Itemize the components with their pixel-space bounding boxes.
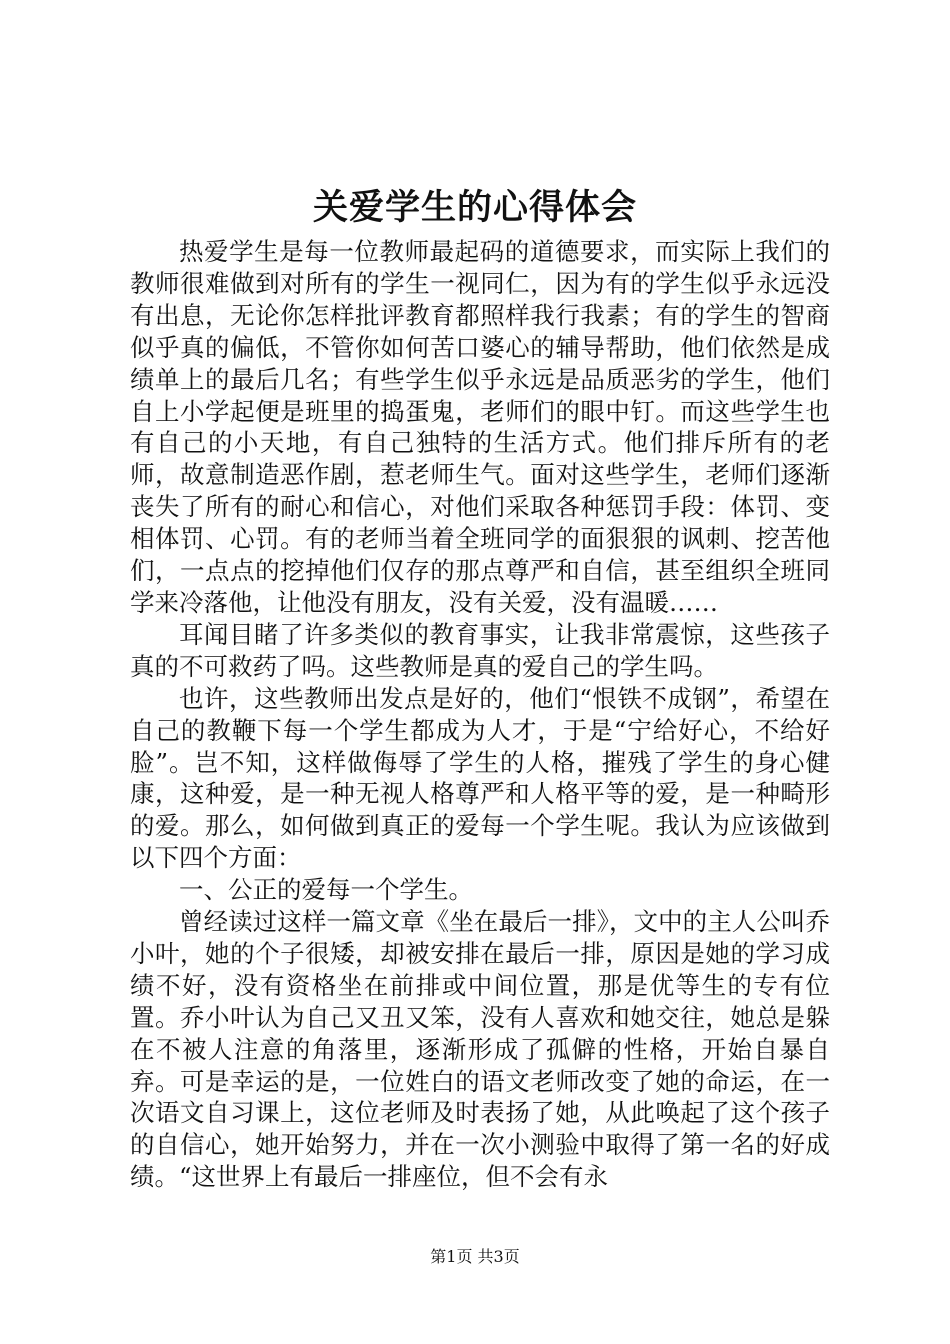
paragraph-3: 也许，这些教师出发点是好的，他们“恨铁不成钢”，希望在自己的教鞭下每一个学生都成为人才，于是“宁给好心，不给好脸”。岂不知，这样做侮辱了学生的人格，摧残了学生的身心健康，这种爱，是一种无视人格尊严和人格平等的爱，是一种畸形的爱。那么，如何做到真正的爱每一个学生呢。我认为应该做到以下四个方面： bbox=[130, 683, 830, 873]
paragraph-4: 曾经读过这样一篇文章《坐在最后一排》，文中的主人公叫乔小叶，她的个子很矮，却被安排在最后一排，原因是她的学习成绩不好，没有资格坐在前排或中间位置，那是优等生的专有位置。乔小叶认为自己又丑又笨，没有人喜欢和她交往，她总是躲在不被人注意的角落里，逐渐形成了孤僻的性格，开始自暴自弃。可是幸运的是，一位姓白的语文老师改变了她的命运，在一次语文自习课上，这位老师及时表扬了她，从此唤起了这个孩子的自信心，她开始努力，并在一次小测验中取得了第一名的好成绩。“这世界上有最后一排座位，但不会有永 bbox=[130, 907, 830, 1192]
document-body bbox=[130, 236, 830, 1193]
paragraph-1: 热爱学生是每一位教师最起码的道德要求，而实际上我们的教师很难做到对所有的学生一视同仁，因为有的学生似乎永远没有出息，无论你怎样批评教育都照样我行我素；有的学生的智商似乎真的偏低，不管你如何苦口婆心的辅导帮助，他们依然是成绩单上的最后几名；有些学生似乎永远是品质恶劣的学生，他们自上小学起便是班里的捣蛋鬼，老师们的眼中钉。而这些学生也有自己的小天地，有自己独特的生活方式。他们排斥所有的老师，故意制造恶作剧，惹老师生气。面对这些学生，老师们逐渐丧失了所有的耐心和信心，对他们采取各种惩罚手段：体罚、变相体罚、心罚。有的老师当着全班同学的面狠狠的讽刺、挖苦他们，一点点的挖掉他们仅存的那点尊严和自信，甚至组织全班同学来冷落他，让他没有朋友，没有关爱，没有温暖…… bbox=[130, 237, 830, 617]
section-heading-1: 一、公正的爱每一个学生。 bbox=[179, 875, 473, 905]
document-title: 关爱学生的心得体会 bbox=[312, 187, 637, 228]
page-number-footer: 第1页 共3页 bbox=[430, 1247, 520, 1266]
paragraph-2: 耳闻目睹了许多类似的教育事实，让我非常震惊，这些孩子真的不可救药了吗。这些教师是真的爱自己的学生吗。 bbox=[130, 619, 830, 681]
